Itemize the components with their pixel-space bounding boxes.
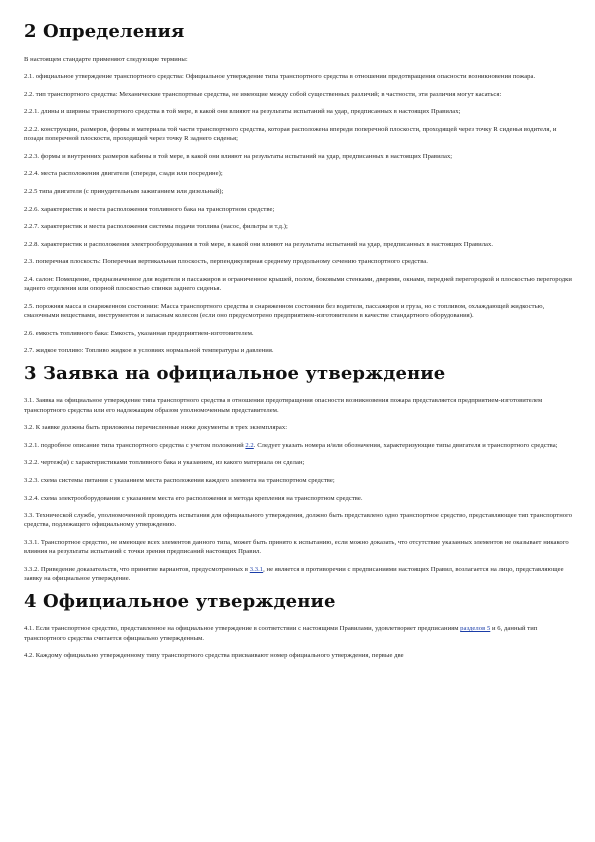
- paragraph: [24, 169, 573, 178]
- paragraph-text: 3.2.4. схема электрооборудования с указанием места его расположения и метода крепления на транспортном средстве.: [24, 494, 363, 502]
- paragraph: [24, 441, 573, 450]
- paragraph: [24, 346, 573, 355]
- paragraph-text: 2.2.1. длины и ширины транспортного средства в той мере, в какой они влияют на результаты испытаний на удар, предписанных в настоящих Правилах;: [24, 108, 461, 116]
- paragraph: [24, 458, 573, 467]
- paragraph-text: 4.2. Каждому официально утвержденному типу транспортного средства присваивают номер официального утверждения, первые две: [24, 652, 404, 660]
- paragraph-text: 2.2.6. характеристик и места расположения топливного бака на транспортном средстве;: [24, 205, 275, 213]
- paragraph-text: 2.2. тип транспортного средства: Механические транспортные средства, не имеющие между собой существенных различий; в частности, эти различия могут касаться:: [24, 90, 502, 98]
- section-heading: 3 Заявка на официальное утверждение: [24, 362, 446, 384]
- paragraph: [24, 538, 573, 556]
- paragraph-text: 2.7. жидкое топливо: Топливо жидкое в условиях нормальной температуры и давления.: [24, 347, 274, 355]
- cross-reference-link[interactable]: разделов 5: [460, 625, 491, 633]
- paragraph-text: 2.2.8. характеристик и расположения электрооборудования в той мере, в какой они влияют на результаты испытаний на удар, предписанных в настоящих Правилах.: [24, 240, 494, 248]
- paragraph-text: 3.2. К заявке должны быть приложены перечисленные ниже документы в трех экземплярах:: [24, 424, 288, 432]
- paragraph: [24, 476, 573, 485]
- paragraph-text: 2.2.3. формы и внутренних размеров кабины в той мере, в какой они влияют на результаты испытаний на удар, предписанных в настоящих Правилах;: [24, 152, 453, 160]
- paragraph-text: 3.2.2. чертеж(и) с характеристиками топливного бака и указанием, из какого материала он сделан;: [24, 459, 305, 467]
- paragraph-text: В настоящем стандарте применяют следующие термины:: [24, 55, 188, 63]
- paragraph: [24, 511, 573, 529]
- paragraph: [24, 275, 573, 293]
- paragraph: [24, 396, 573, 414]
- paragraph: [24, 107, 573, 116]
- paragraph: [24, 222, 573, 231]
- paragraph-text: 3.3.1. Транспортное средство, не имеющее всех элементов данного типа, может быть принято к испытанию, если можно доказать, что отсутствие указанных элементов не оказывает никакого влияния на результаты испытаний с точки зрения предписаний настоящих Правил.: [24, 539, 569, 556]
- paragraph-text: 2.2.4. места расположения двигателя (спереди, сзади или посредине);: [24, 170, 223, 178]
- paragraph-text: 3.3. Технической службе, уполномоченной проводить испытания для официального утверждения, должно быть представлено одно транспортное средство, представляющее тип транспортного средства, подлежащего официальному утверждению.: [24, 512, 573, 529]
- paragraph: [24, 329, 573, 338]
- paragraph-text: 2.3. поперечная плоскость: Поперечная вертикальная плоскость, перпендикулярная среднему продольному сечению транспортного средства.: [24, 258, 428, 266]
- paragraph-text: и 6, данный тип транспортного средства считается официально утвержденным.: [24, 625, 538, 642]
- paragraph: [24, 152, 573, 161]
- paragraph: [24, 205, 573, 214]
- paragraph-text: 2.2.2. конструкции, размеров, формы и материала той части транспортного средства, которая расположена впереди поперечной плоскости, проходящей через точку R сиденья водителя, и позади поперечной плоскости, проходящей через точку R заднего сиденья;: [24, 126, 557, 143]
- paragraph: [24, 257, 573, 266]
- paragraph: [24, 125, 573, 143]
- paragraph: [24, 624, 573, 642]
- paragraph-text: . Следует указать номера и/или обозначения, характеризующие типы двигателя и транспортного средства;: [253, 441, 558, 449]
- paragraph-text: 2.6. емкость топливного бака: Емкость, указанная предприятием-изготовителем.: [24, 329, 254, 337]
- paragraph: [24, 240, 573, 249]
- paragraph: [24, 423, 573, 432]
- paragraph: [24, 565, 573, 583]
- paragraph-text: 3.3.2. Приведение доказательств, что принятие вариантов, предусмотренных в: [24, 565, 250, 573]
- paragraph-text: 2.5. порожняя масса в снаряженном состоянии: Масса транспортного средства в снаряженном состоянии без водителя, пассажиров и груза, но с топливом, охлаждающей жидкостью, смазочными веществами, инструментом и запасным колесом (если оно предусмотрено предприятием-изготовителем в качестве стандартного оборудования).: [24, 302, 545, 320]
- paragraph: [24, 187, 573, 196]
- paragraph-text: 3.2.1. подробное описание типа транспортного средства с учетом положений: [24, 441, 246, 449]
- paragraph: [24, 72, 573, 81]
- paragraph-text: 2.2.7. характеристик и места расположения системы подачи топлива (насос, фильтры и т.д.);: [24, 223, 288, 231]
- cross-reference-link[interactable]: 3.3.1: [249, 565, 264, 573]
- paragraph: [24, 302, 573, 320]
- section-heading: 2 Определения: [24, 21, 185, 42]
- paragraph-text: 2.2.5 типа двигателя (с принудительным зажиганием или дизельный);: [24, 188, 224, 196]
- paragraph-text: 3.2.3. схема системы питания с указанием места расположения каждого элемента на транспортном средстве;: [24, 477, 335, 485]
- paragraph-text: , не является в противоречии с предписаниями настоящих Правил, возлагается на лицо, представляющее заявку на официальное утверждение.: [24, 565, 564, 583]
- paragraph-text: 2.1. официальное утверждение транспортного средства: Официальное утверждение типа транспортного средства в отношении предотвращения опасности возникновения пожара.: [24, 73, 536, 81]
- paragraph-text: 2.4. салон: Помещение, предназначенное для водителя и пассажиров и ограниченное крышей, полом, боковыми стенками, дверями, окнами, передней перегородкой и плоскостью перегородки заднего отделения или опорной плоскостью спинки заднего сиденья.: [24, 276, 573, 293]
- paragraph: [24, 90, 573, 99]
- paragraph-text: 3.1. Заявка на официальное утверждение типа транспортного средства в отношении предотвращения опасности возникновения пожара представляется предприятием-изготовителем транспортного средства или его надлежащим образом уполномоченным представителем.: [24, 397, 543, 414]
- paragraph-text: 4.1. Если транспортное средство, представленное на официальное утверждение в соответствии с настоящими Правилами, удовлетворяет предписаниям: [24, 625, 461, 633]
- section-heading: 4 Официальное утверждение: [24, 590, 336, 612]
- paragraph: [24, 651, 573, 660]
- paragraph: [24, 55, 573, 64]
- paragraph: [24, 494, 573, 503]
- cross-reference-link[interactable]: 2.2: [245, 441, 254, 449]
